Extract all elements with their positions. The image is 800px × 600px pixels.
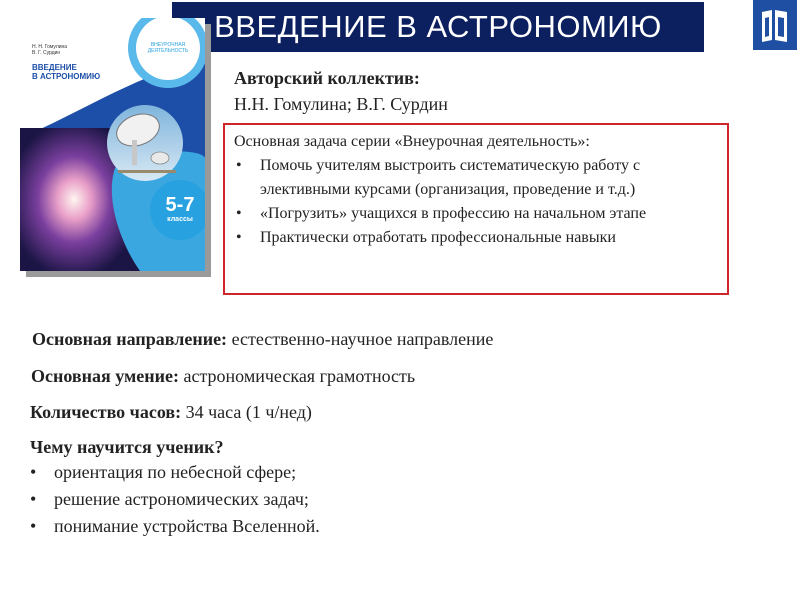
task-item: • «Погрузить» учащихся в профессию на начальном этапе: [234, 202, 727, 226]
page-title: ВВЕДЕНИЕ В АСТРОНОМИЮ: [172, 2, 704, 52]
task-item: • Практически отработать профессиональные навыки: [234, 226, 727, 250]
skill-value: астрономическая грамотность: [183, 366, 416, 386]
learn-item: • ориентация по небесной сфере;: [30, 462, 320, 489]
cover-authors: Н. Н. Гомулина В. Г. Сурдин: [32, 44, 68, 56]
direction-label: Основная направление:: [32, 329, 228, 349]
learn-heading-text: Чему научится ученик?: [30, 437, 224, 457]
book-cover: [20, 18, 205, 271]
cover-series: ВНЕУРОЧНАЯ ДЕЯТЕЛЬНОСТЬ: [147, 42, 189, 54]
skill-line: [31, 366, 415, 387]
learn-item: • понимание устройства Вселенной.: [30, 516, 320, 543]
task-list: [234, 154, 727, 250]
task-heading: Основная задача серии «Внеурочная деятельность»:: [234, 133, 590, 150]
cover-title: ВВЕДЕНИЕ В АСТРОНОМИЮ: [32, 63, 101, 81]
task-box: [223, 123, 729, 295]
direction-line: [32, 329, 493, 350]
learn-item: • решение астрономических задач;: [30, 489, 320, 516]
authors-heading: Авторский коллектив:: [234, 68, 420, 88]
hours-line: [30, 402, 312, 423]
learn-heading: [30, 437, 223, 458]
cover-grade: 5-7: [165, 194, 195, 216]
authors-names: Н.Н. Гомулина; В.Г. Сурдин: [234, 94, 448, 114]
task-item: • Помочь учителям выстроить систематическую работу с элективными курсами (организация, проведение и т.д.): [234, 154, 727, 202]
direction-value: естественно-научное направление: [231, 329, 494, 349]
hours-label: Количество часов:: [30, 402, 182, 422]
hours-value: 34 часа (1 ч/нед): [185, 402, 312, 422]
learn-list: [30, 462, 320, 543]
cover-grade-label: классы: [167, 216, 193, 223]
publisher-logo: [753, 0, 797, 50]
skill-label: Основная умение:: [31, 366, 179, 386]
